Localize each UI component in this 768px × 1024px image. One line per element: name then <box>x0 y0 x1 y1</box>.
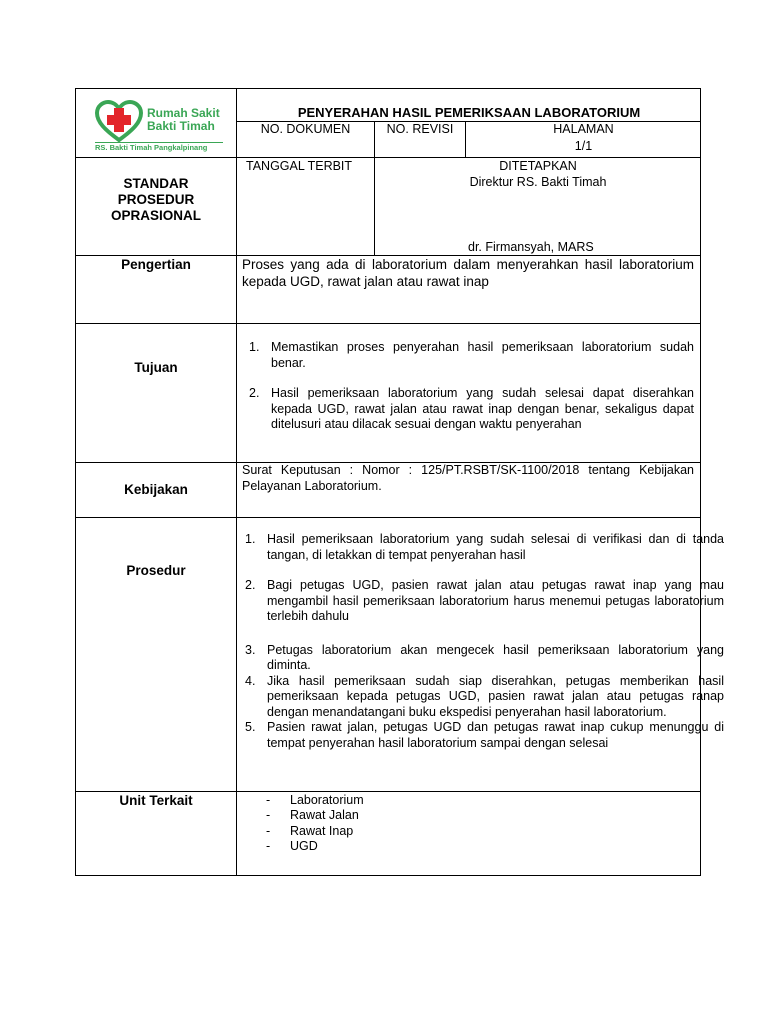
prosedur-label: Prosedur <box>126 563 186 578</box>
list-item: 2. Hasil pemeriksaan laboratorium yang sudah selesai dapat diserahkan kepada UGD, rawat jalan atau rawat inap dengan benar, sekaligus dapat ditelusuri atau dilacak sesuai dengan waktu penyerahan <box>249 386 694 431</box>
list-item: 4. Jika hasil pemeriksaan sudah siap diserahkan, petugas memberikan hasil pemeriksaan kepada petugas UGD, pasien rawat jalan atau petugas ranap dengan menandatangani buku ekspedisi penyerahan hasil laboratorium. <box>245 673 724 719</box>
unit-terkait-label: Unit Terkait <box>119 793 193 808</box>
doc-type-line1: STANDAR <box>123 176 189 191</box>
row-divider <box>75 791 701 792</box>
list-item: - Rawat Jalan <box>266 808 359 823</box>
pengertian-text: Proses yang ada di laboratorium dalam menyerahkan hasil laboratorium kepada UGD, rawat jalan atau rawat inap <box>242 257 694 289</box>
list-item: - Rawat Inap <box>266 823 354 838</box>
list-item: 5. Pasien rawat jalan, petugas UGD dan petugas rawat inap cukup menunggu di tempat penyerahan hasil laboratorium sampai dengan selesai <box>245 720 724 750</box>
no-revisi-label: NO. REVISI <box>386 122 454 136</box>
halaman-label: HALAMAN <box>553 122 614 136</box>
list-item: - Laboratorium <box>266 793 364 807</box>
list-item: 2. Bagi petugas UGD, pasien rawat jalan atau petugas rawat inap yang mau mengambil hasil pemeriksaan laboratorium harus menemui petugas laboratorium terlebih dahulu <box>245 578 724 623</box>
list-item: - UGD <box>266 838 318 853</box>
tujuan-list <box>241 340 694 433</box>
direktur-label: Direktur RS. Bakti Timah <box>469 175 607 189</box>
row-divider <box>75 323 701 324</box>
doc-type-line3: OPRASIONAL <box>110 208 201 223</box>
doc-type-line2: PROSEDUR <box>117 192 195 207</box>
logo-subtitle: RS. Bakti Timah Pangkalpinang <box>95 143 208 152</box>
list-item: 1. Memastikan proses penyerahan hasil pemeriksaan laboratorium sudah benar. <box>249 340 694 370</box>
kebijakan-text: Surat Keputusan : Nomor : 125/PT.RSBT/SK-1100/2018 tentang Kebijakan Pelayanan Laboratorium. <box>242 463 694 493</box>
tanggal-terbit-label: TANGGAL TERBIT <box>246 159 353 173</box>
prosedur-list <box>237 532 724 751</box>
row-divider <box>75 157 701 158</box>
document-title: PENYERAHAN HASIL PEMERIKSAAN LABORATORIUM <box>297 105 641 120</box>
kebijakan-label: Kebijakan <box>124 482 188 497</box>
hospital-logo <box>95 100 225 152</box>
unit-terkait-list <box>266 793 566 854</box>
tujuan-label: Tujuan <box>134 360 178 375</box>
logo-name-line1: Rumah Sakit <box>147 106 220 120</box>
list-item: 1. Hasil pemeriksaan laboratorium yang sudah selesai di verifikasi dan di tanda tangan, di letakkan di tempat penyerahan hasil <box>245 532 724 562</box>
column-divider <box>236 88 237 876</box>
no-dokumen-label: NO. DOKUMEN <box>260 122 351 136</box>
list-item: 3. Petugas laboratorium akan mengecek hasil pemeriksaan laboratorium yang diminta. <box>245 642 724 672</box>
pengertian-label: Pengertian <box>121 257 191 272</box>
halaman-value: 1/1 <box>574 139 593 153</box>
logo-name-line2: Bakti Timah <box>147 119 215 133</box>
ditetapkan-label: DITETAPKAN <box>499 159 577 173</box>
signatory-name: dr. Firmansyah, MARS <box>468 240 594 254</box>
heart-cross-icon <box>95 100 143 142</box>
row-divider <box>75 255 701 256</box>
row-divider <box>75 517 701 518</box>
